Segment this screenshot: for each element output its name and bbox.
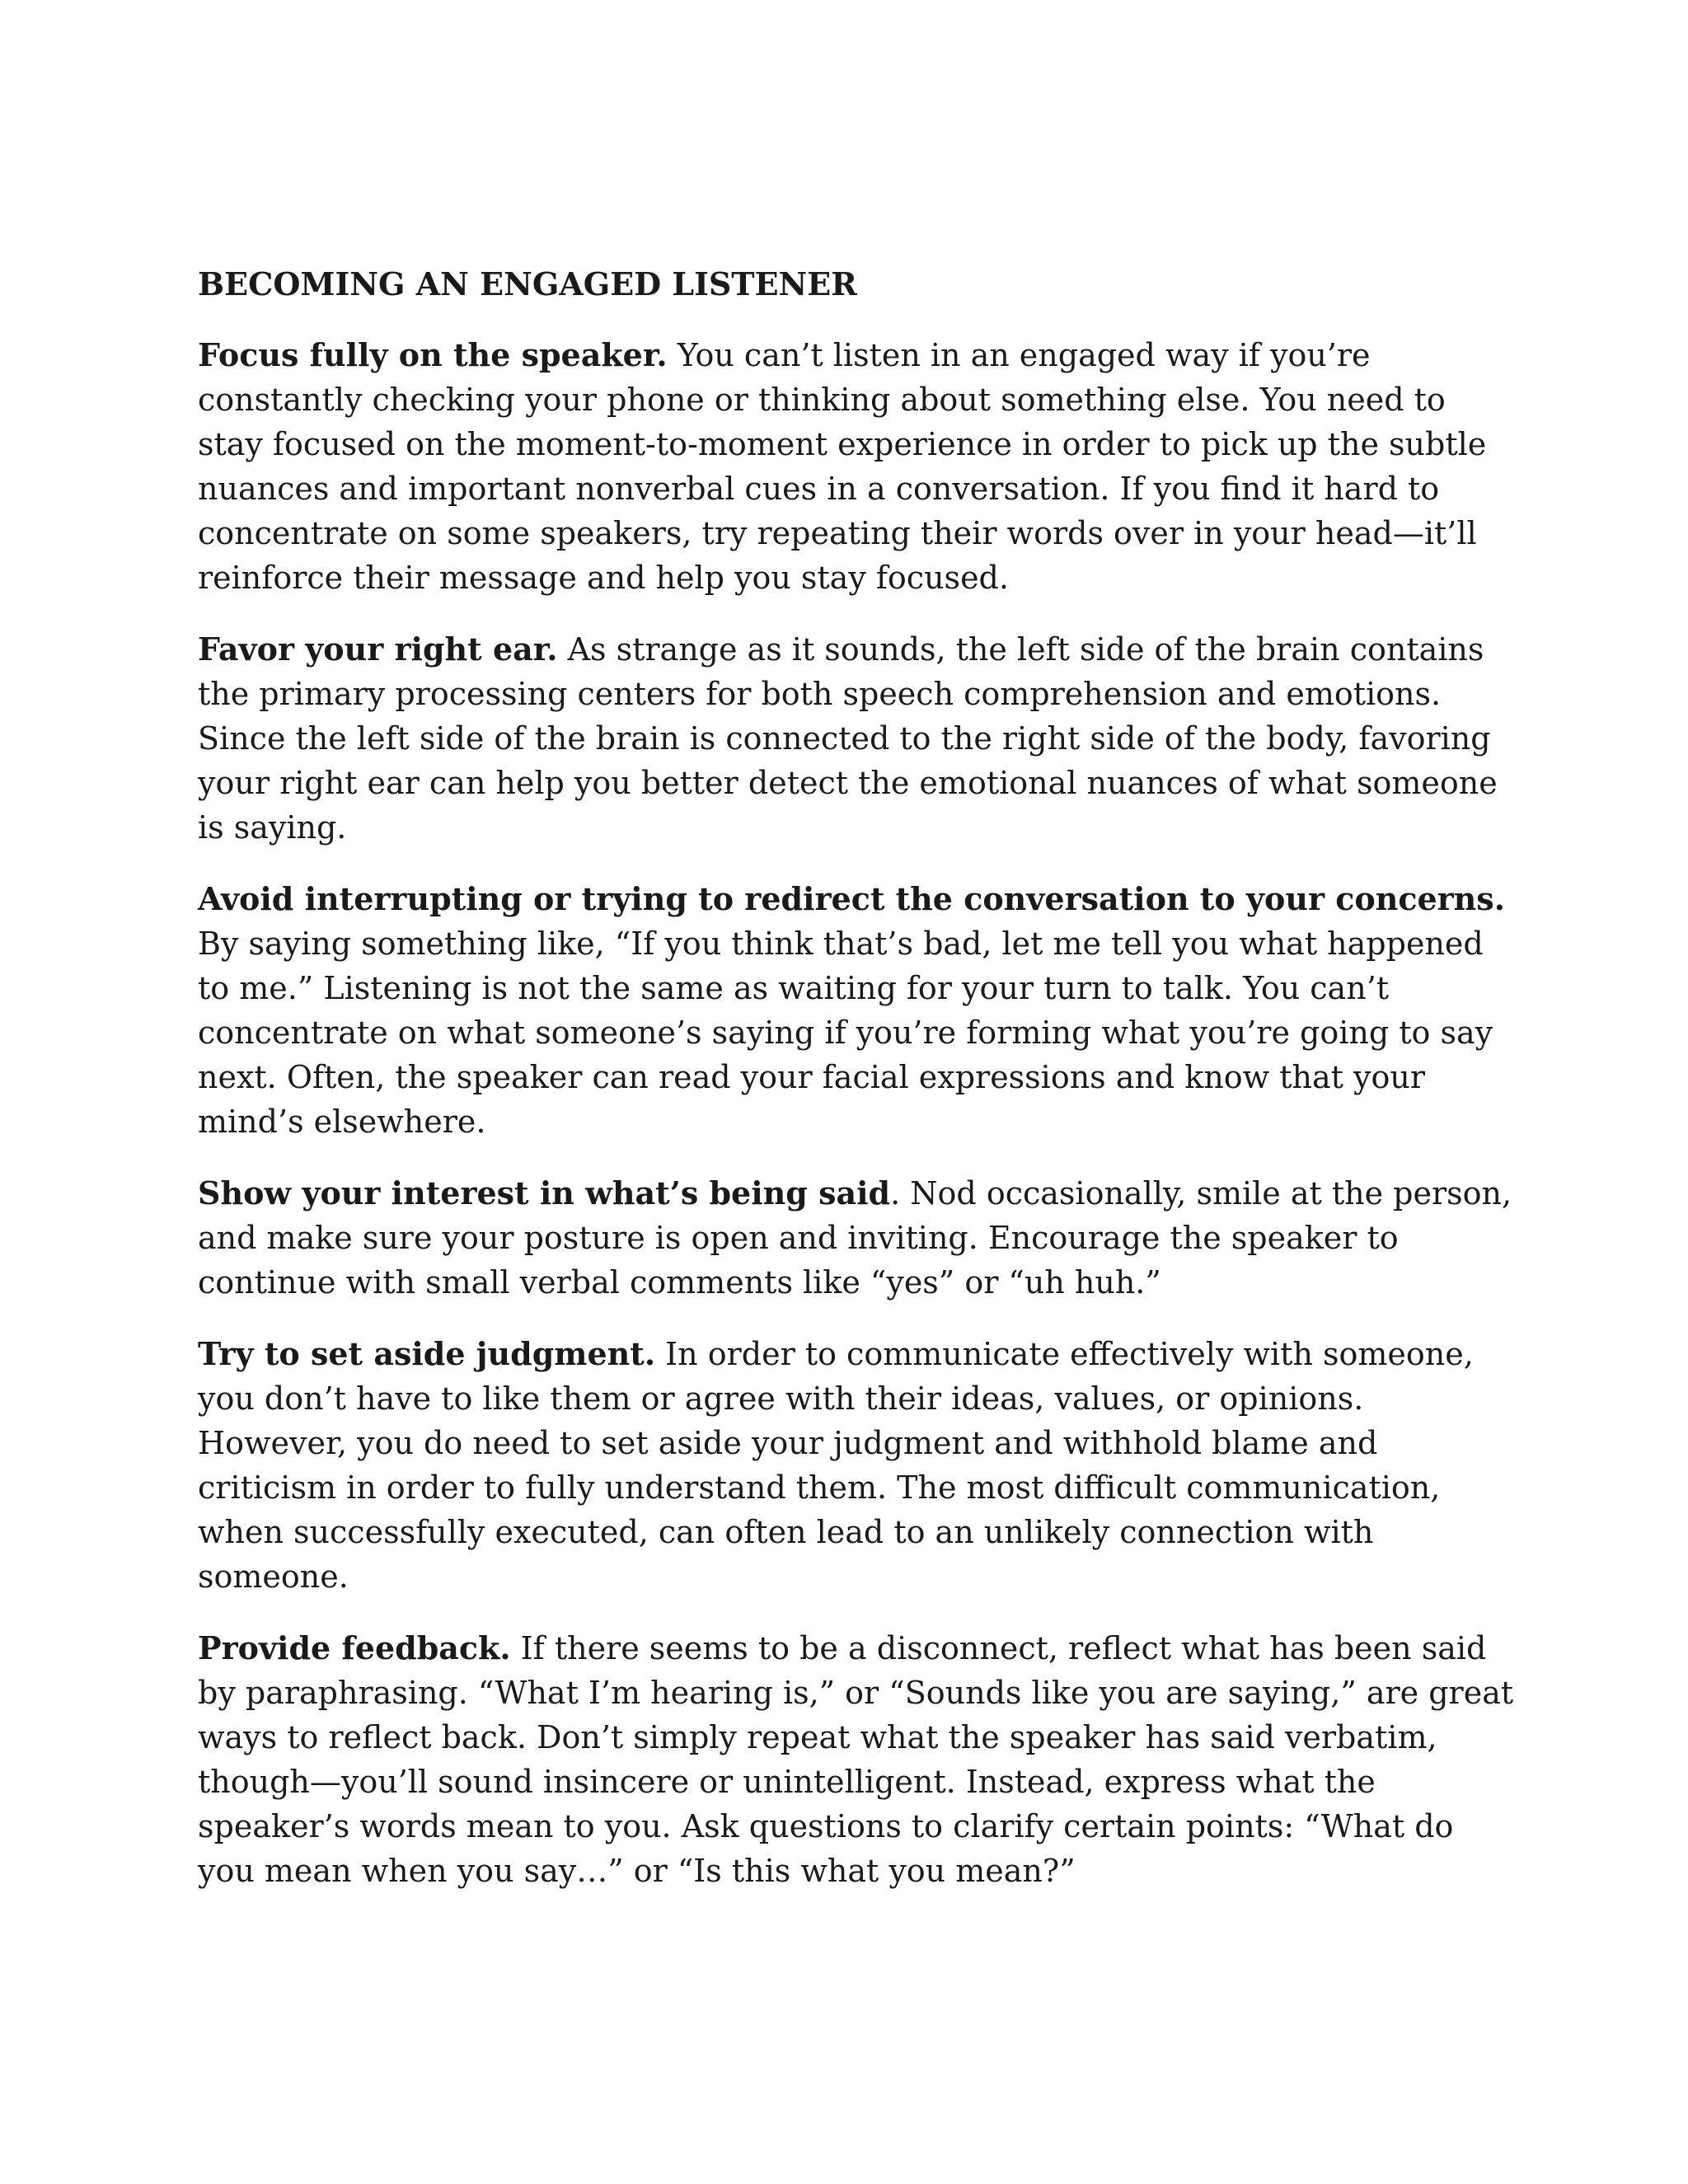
- paragraph-right-ear: [198, 627, 1517, 850]
- paragraph-avoid-interrupting: [198, 877, 1517, 1144]
- paragraph-lead: Favor your right ear.: [198, 630, 558, 668]
- paragraph-body: You can’t listen in an engaged way if you’re constantly checking your phone or thinking about something else. You need to stay focused on the moment-to-moment experience in order to pick up the subtle nuances and important nonverbal cues in a conversation. If you find it hard to concentrate on some speakers, try repeating their words over in your head—it’ll reinforce their message and help you stay focused.: [198, 337, 1487, 596]
- document-title: BECOMING AN ENGAGED LISTENER: [198, 265, 857, 302]
- paragraph-focus: [198, 333, 1517, 600]
- paragraph-lead: Show your interest in what’s being said: [198, 1174, 891, 1212]
- paragraph-body: By saying something like, “If you think that’s bad, let me tell you what happened to me.” Listening is not the same as waiting for your turn to talk. You can’t concentrate on what someone’s saying if you’re forming what you’re going to say next. Often, the speaker can read your facial expressions and know that your mind’s elsewhere.: [198, 926, 1493, 1140]
- paragraph-provide-feedback: [198, 1626, 1517, 1893]
- document-page: [198, 262, 1517, 1920]
- paragraph-lead: Try to set aside judgment.: [198, 1335, 656, 1372]
- paragraph-lead: Provide feedback.: [198, 1629, 511, 1666]
- paragraph-set-aside-judgment: [198, 1332, 1517, 1599]
- paragraph-body: . Nod occasionally, smile at the person, and make sure your posture is open and inviting. Encourage the speaker to continue with small verbal comments like “yes” or “uh huh.”: [198, 1175, 1512, 1301]
- paragraph-body: If there seems to be a disconnect, reflect what has been said by paraphrasing. “What I’m hearing is,” or “Sounds like you are saying,” are great ways to reflect back. Don’t simply repeat what the speaker has said verbatim, though—you’ll sound insincere or unintelligent. Instead, express what the speaker’s words mean to you. Ask questions to clarify certain points: “What do you mean when you say…” or “Is this what you mean?”: [198, 1630, 1514, 1889]
- paragraph-lead: Avoid interrupting or trying to redirect the conversation to your concerns.: [198, 880, 1505, 917]
- paragraph-lead: Focus fully on the speaker.: [198, 336, 668, 373]
- paragraph-body: In order to communicate effectively with someone, you don’t have to like them or agree with their ideas, values, or opinions. However, you do need to set aside your judgment and withhold blame and criticism in order to fully understand them. The most difficult communication, when successfully executed, can often lead to an unlikely connection with someone.: [198, 1336, 1474, 1595]
- paragraph-body: As strange as it sounds, the left side of the brain contains the primary processing centers for both speech comprehension and emotions. Since the left side of the brain is connected to the right side of the body, favoring your right ear can help you better detect the emotional nuances of what someone is saying.: [198, 631, 1498, 846]
- paragraph-show-interest: [198, 1171, 1517, 1305]
